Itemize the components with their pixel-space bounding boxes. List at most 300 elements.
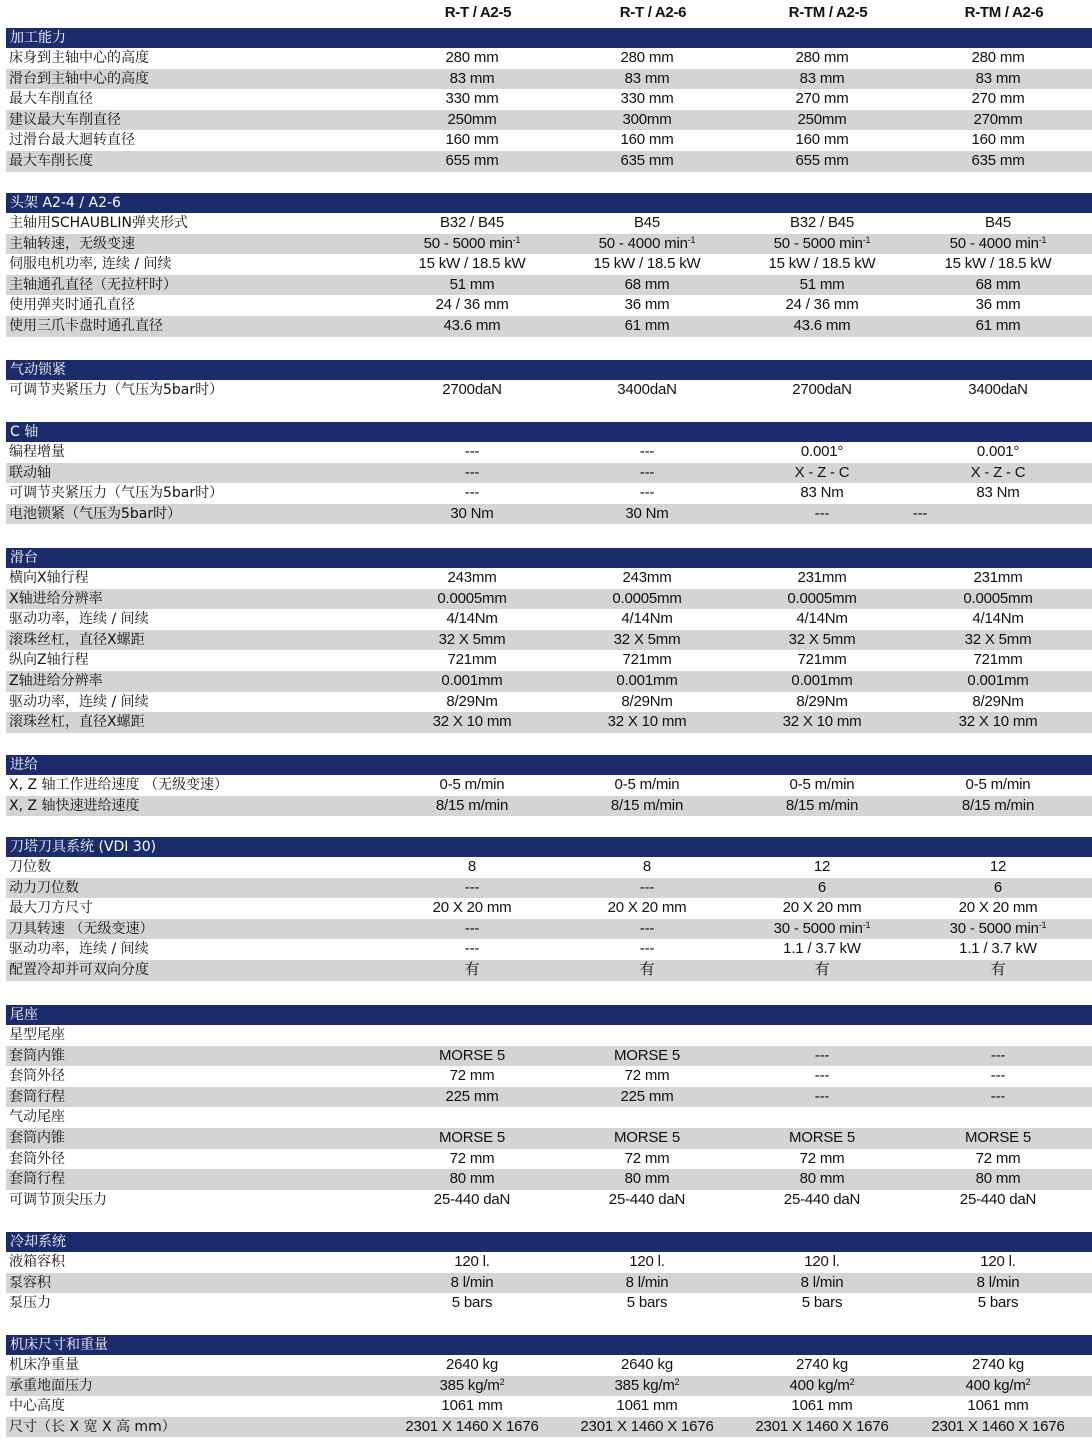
spec-value: [910, 692, 1086, 713]
spec-value: [559, 960, 735, 981]
spec-value-text: 4/14Nm: [446, 610, 498, 628]
spec-label: 主轴通孔直径（无拉杆时）: [9, 276, 177, 293]
spec-value: [734, 857, 910, 878]
spec-label: 刀位数: [9, 859, 51, 875]
column-header: R-TM / A2-5: [788, 4, 868, 21]
spec-value-text: 25-440 daN: [959, 1190, 1037, 1208]
spec-row: [6, 234, 1092, 255]
spec-value-text: 0.001°: [800, 443, 844, 460]
spec-value: [734, 130, 910, 151]
spec-row: [6, 110, 1092, 131]
section-header: 气动锁紧: [6, 360, 1092, 380]
spec-row: [6, 213, 1092, 234]
spec-value: [384, 130, 560, 151]
spec-value-text: 1.1 / 3.7 kW: [783, 940, 861, 958]
spec-value: [734, 234, 910, 255]
spec-label: 泵压力: [9, 1295, 51, 1312]
spec-value: [910, 130, 1086, 151]
spec-value-text: 有: [639, 961, 655, 978]
spec-row: [6, 630, 1092, 651]
spec-value: [734, 960, 910, 981]
spec-value-text: 0-5 m/min: [614, 776, 680, 793]
spec-value-text: 2700daN: [792, 381, 852, 398]
spec-value: [384, 463, 560, 484]
spec-value: [559, 671, 735, 692]
spec-value-text: 721mm: [973, 651, 1023, 669]
spec-value: [384, 110, 560, 131]
spec-value-text: 2301 X 1460 X 1676: [931, 1417, 1065, 1435]
spec-label: 尺寸（长 X 宽 X 高 mm）: [9, 1418, 176, 1435]
section-header: 进给: [6, 755, 1092, 775]
spec-value: [910, 939, 1086, 960]
spec-value-text: 80 mm: [975, 1170, 1021, 1188]
spec-label: 使用三爪卡盘时通孔直径: [9, 318, 163, 334]
spec-value: [384, 796, 560, 817]
spec-value: [559, 316, 735, 337]
unit-exponent: -1: [512, 234, 521, 245]
spec-value: [910, 1293, 1086, 1314]
spec-value: [734, 1066, 910, 1087]
spec-value-extra: ---: [912, 504, 928, 522]
spec-value: [559, 878, 735, 899]
spec-value: [734, 48, 910, 69]
spec-value: [734, 504, 910, 525]
spec-row: [6, 1376, 1092, 1397]
spec-value: [910, 1169, 1086, 1190]
spec-value-text: 6: [817, 878, 827, 896]
spec-value-text: 20 X 20 mm: [432, 899, 512, 917]
spec-value: [734, 1376, 910, 1397]
spec-value: [559, 504, 735, 525]
spec-value-text: 24 / 36 mm: [435, 296, 509, 314]
spec-value: [910, 1273, 1086, 1294]
spec-value-text: ---: [990, 1046, 1006, 1064]
spec-value-text: 300mm: [622, 110, 672, 128]
spec-label: 机床净重量: [9, 1357, 79, 1373]
spec-value: [384, 630, 560, 651]
section-header: 刀塔刀具系统 (VDI 30): [6, 837, 1092, 857]
spec-row: [6, 130, 1092, 151]
spec-value-text: 32 X 5mm: [613, 630, 681, 648]
spec-value: [559, 712, 735, 733]
spec-value: [559, 1190, 735, 1211]
spec-label: 编程增量: [9, 444, 65, 460]
spec-row: [6, 48, 1092, 69]
spec-value: [910, 919, 1086, 940]
spec-row: [6, 151, 1092, 172]
spec-value: [384, 504, 560, 525]
column-header: R-T / A2-6: [619, 4, 687, 21]
spec-value-text: 4/14Nm: [621, 610, 673, 628]
spec-value-text: 8/15 m/min: [961, 796, 1035, 814]
spec-value: [384, 1066, 560, 1087]
spec-label: 电池锁紧（气压为5bar时）: [9, 505, 182, 522]
spec-label: 可调节夹紧压力（气压为5bar时）: [9, 382, 224, 398]
spec-value-text: 231mm: [973, 569, 1023, 586]
column-header-row: [0, 4, 1092, 26]
spec-row: [6, 69, 1092, 90]
spec-value-text: 68 mm: [975, 275, 1021, 293]
spec-value: [910, 857, 1086, 878]
spec-value: [734, 316, 910, 337]
spec-value: [734, 671, 910, 692]
spec-value-text: 83 mm: [449, 69, 495, 87]
spec-value: [384, 380, 560, 401]
spec-value: [734, 919, 910, 940]
spec-value: [384, 1396, 560, 1417]
spec-value-text: 25-440 daN: [608, 1190, 686, 1208]
spec-value-text: 50 - 5000 min: [773, 234, 863, 252]
spec-label: 动力刀位数: [9, 879, 79, 896]
spec-value: [559, 692, 735, 713]
spec-label: 套筒行程: [9, 1088, 65, 1105]
spec-value: [559, 1128, 735, 1149]
spec-value: [734, 483, 910, 504]
spec-value: [384, 69, 560, 90]
spec-label: 建议最大车削直径: [9, 111, 121, 128]
spec-row: [6, 89, 1092, 110]
spec-value: [559, 589, 735, 610]
spec-row: [6, 775, 1092, 796]
spec-value: [559, 275, 735, 296]
spec-value-text: 20 X 20 mm: [958, 899, 1038, 917]
spec-value: [910, 483, 1086, 504]
spec-value-text: ---: [639, 484, 655, 502]
spec-row: [6, 483, 1092, 504]
spec-value-text: 8 l/min: [450, 1273, 494, 1291]
spec-value: [910, 775, 1086, 796]
spec-value: [910, 151, 1086, 172]
spec-value: [734, 1190, 910, 1211]
spec-value-text: 8 l/min: [976, 1273, 1020, 1291]
spec-value: [559, 48, 735, 69]
spec-value: [734, 898, 910, 919]
spec-value: [734, 442, 910, 463]
spec-value-text: 有: [814, 961, 830, 978]
section-header: 头架 A2-4 / A2-6: [6, 193, 1092, 213]
spec-value: [734, 568, 910, 589]
spec-value-text: 0.001mm: [441, 672, 503, 689]
spec-value: [734, 775, 910, 796]
spec-value: [734, 712, 910, 733]
spec-value-text: 20 X 20 mm: [782, 899, 862, 917]
spec-value: [384, 48, 560, 69]
spec-value-text: X - Z - C: [970, 463, 1026, 481]
spec-value-text: 1061 mm: [791, 1397, 853, 1415]
section-header: 尾座: [6, 1005, 1092, 1025]
spec-value-text: 2301 X 1460 X 1676: [405, 1417, 539, 1435]
spec-value: [559, 919, 735, 940]
spec-label: 最大刀方尺寸: [9, 900, 93, 917]
spec-value: [910, 1252, 1086, 1273]
spec-value: [910, 1149, 1086, 1170]
spec-value: [910, 671, 1086, 692]
section-header: 加工能力: [6, 28, 1092, 48]
spec-row: [6, 1087, 1092, 1108]
spec-value: [910, 589, 1086, 610]
spec-value-text: 160 mm: [445, 131, 499, 149]
spec-value: [384, 692, 560, 713]
spec-value-text: 32 X 10 mm: [782, 713, 862, 731]
spec-value-text: 68 mm: [624, 275, 670, 293]
spec-label: 星型尾座: [9, 1027, 65, 1043]
spec-value-text: 0.001mm: [791, 672, 853, 689]
spec-value: [910, 1396, 1086, 1417]
spec-value-text: 1061 mm: [441, 1397, 503, 1415]
spec-row: [6, 919, 1092, 940]
spec-label: 主轴用SCHAUBLIN弹夹形式: [9, 215, 189, 231]
spec-value: [910, 878, 1086, 899]
spec-value: [384, 483, 560, 504]
spec-value-text: 43.6 mm: [793, 317, 851, 334]
spec-label: 联动轴: [9, 464, 51, 481]
spec-value-text: B45: [633, 214, 661, 231]
spec-value: [384, 1252, 560, 1273]
spec-label: 滚珠丝杠，直径X螺距: [9, 714, 145, 731]
spec-value-text: ---: [639, 940, 655, 958]
unit-exponent: -1: [687, 234, 696, 245]
spec-label: 过滑台最大迴转直径: [9, 132, 135, 149]
spec-value: [559, 898, 735, 919]
spec-value: [384, 1149, 560, 1170]
spec-value: [384, 939, 560, 960]
spec-value: [910, 254, 1086, 275]
spec-value-text: 8/29Nm: [972, 692, 1024, 710]
spec-value-text: ---: [464, 463, 480, 481]
spec-value: [910, 1417, 1086, 1438]
spec-value: [910, 275, 1086, 296]
spec-value-text: 2301 X 1460 X 1676: [755, 1417, 889, 1435]
spec-value: [734, 1149, 910, 1170]
spec-value: [384, 1376, 560, 1397]
spec-value-text: 2740 kg: [972, 1356, 1024, 1373]
spec-row: [6, 857, 1092, 878]
spec-value-text: 225 mm: [620, 1087, 674, 1105]
spec-label: 可调节顶尖压力: [9, 1191, 107, 1208]
spec-value: [559, 130, 735, 151]
spec-value: [910, 48, 1086, 69]
spec-value-text: ---: [814, 1046, 830, 1064]
spec-value: [910, 89, 1086, 110]
section-header: 滑台: [6, 548, 1092, 568]
spec-value: [734, 1396, 910, 1417]
spec-value-text: 330 mm: [620, 90, 674, 108]
spec-value: [559, 463, 735, 484]
unit-exponent: -1: [1038, 234, 1047, 245]
spec-value: [559, 1396, 735, 1417]
spec-value: [734, 609, 910, 630]
spec-value-text: 15 kW / 18.5 kW: [944, 255, 1052, 273]
spec-row: [6, 1169, 1092, 1190]
spec-value-text: 83 mm: [624, 69, 670, 87]
spec-value: [910, 1046, 1086, 1067]
spec-value-text: 2640 kg: [621, 1356, 673, 1373]
spec-label: 主轴转速，无级变速: [9, 235, 135, 252]
spec-value-text: 160 mm: [971, 131, 1025, 149]
spec-row: [6, 712, 1092, 733]
spec-value-text: 1.1 / 3.7 kW: [959, 940, 1037, 958]
spec-value: [559, 295, 735, 316]
spec-value-text: 80 mm: [624, 1170, 670, 1188]
spec-value: [384, 1273, 560, 1294]
spec-row: [6, 1417, 1092, 1438]
spec-value: [734, 1293, 910, 1314]
unit-exponent: 2: [849, 1376, 855, 1387]
spec-value: [910, 110, 1086, 131]
spec-label: 最大车削直径: [9, 91, 93, 108]
spec-value: [384, 671, 560, 692]
spec-value-text: 12: [813, 858, 831, 875]
spec-value-text: ---: [990, 1087, 1006, 1105]
spec-value-text: 4/14Nm: [972, 610, 1024, 628]
spec-value: [910, 1190, 1086, 1211]
spec-row: [6, 609, 1092, 630]
spec-value-text: 50 - 4000 min: [598, 234, 688, 252]
spec-row: [6, 898, 1092, 919]
spec-value: [384, 857, 560, 878]
spec-value: [384, 234, 560, 255]
spec-value-text: MORSE 5: [438, 1129, 506, 1146]
spec-value-text: 8: [642, 858, 652, 875]
spec-row: [6, 1066, 1092, 1087]
spec-value-text: 8 l/min: [625, 1273, 669, 1291]
spec-value: [734, 589, 910, 610]
spec-label: 液箱容积: [9, 1254, 65, 1270]
spec-row: [6, 1396, 1092, 1417]
spec-value: [734, 69, 910, 90]
spec-value-text: X - Z - C: [794, 463, 850, 481]
spec-row: [6, 504, 1092, 525]
spec-value: [384, 1417, 560, 1438]
spec-value-text: 5 bars: [451, 1294, 493, 1312]
spec-value: [734, 692, 910, 713]
spec-value: [734, 110, 910, 131]
spec-value: [910, 898, 1086, 919]
spec-value-text: 1061 mm: [967, 1397, 1029, 1415]
spec-value-text: 385 kg/m: [439, 1376, 500, 1394]
spec-value-text: 83 Nm: [800, 484, 844, 502]
spec-label: 刀具转速 （无级变速）: [9, 920, 154, 937]
spec-value-text: 8: [467, 858, 477, 875]
spec-value: [384, 898, 560, 919]
spec-value: [384, 1087, 560, 1108]
spec-value: [910, 1355, 1086, 1376]
spec-label: 套筒行程: [9, 1171, 65, 1188]
unit-exponent: 2: [1025, 1376, 1031, 1387]
spec-value: [384, 1355, 560, 1376]
spec-label: 配置冷却并可双向分度: [9, 962, 149, 978]
spec-value: [559, 1169, 735, 1190]
spec-label: 泵容积: [9, 1274, 51, 1291]
spec-value-text: 83 Nm: [976, 484, 1020, 502]
spec-value: [559, 1066, 735, 1087]
section-header: C 轴: [6, 422, 1092, 442]
spec-value-text: 12: [989, 858, 1007, 875]
spec-value-text: 0-5 m/min: [789, 776, 855, 793]
spec-value-text: 2740 kg: [796, 1356, 848, 1373]
spec-value: [910, 609, 1086, 630]
spec-row: [6, 796, 1092, 817]
spec-value-text: 有: [464, 961, 480, 978]
spec-value: [559, 1252, 735, 1273]
spec-value-text: 15 kW / 18.5 kW: [768, 255, 876, 273]
spec-value-text: 32 X 5mm: [788, 630, 856, 648]
spec-value: [910, 1376, 1086, 1397]
spec-label: 套筒外径: [9, 1150, 65, 1167]
spec-value: [384, 712, 560, 733]
spec-value-text: 0.0005mm: [787, 589, 857, 607]
spec-value-text: 635 mm: [620, 152, 674, 169]
spec-row: [6, 1252, 1092, 1273]
spec-label: 纵向Z轴行程: [9, 652, 89, 669]
spec-value: [559, 234, 735, 255]
spec-value: [910, 650, 1086, 671]
spec-value-text: ---: [464, 878, 480, 896]
spec-value-text: 250mm: [447, 110, 497, 128]
spec-value: [734, 295, 910, 316]
spec-row: [6, 380, 1092, 401]
spec-value-text: ---: [639, 878, 655, 896]
spec-value-text: 635 mm: [971, 152, 1025, 169]
spec-value-text: 72 mm: [624, 1067, 670, 1085]
spec-value: [384, 275, 560, 296]
spec-value-text: 51 mm: [449, 275, 495, 293]
spec-label: X, Z 轴快速进给速度: [9, 797, 140, 814]
spec-row: [6, 1293, 1092, 1314]
unit-exponent: -1: [862, 234, 871, 245]
column-header: R-T / A2-5: [444, 4, 512, 21]
spec-value: [384, 960, 560, 981]
spec-row: [6, 442, 1092, 463]
spec-value-text: 30 Nm: [450, 504, 494, 522]
spec-row: [6, 692, 1092, 713]
spec-label: 气动尾座: [9, 1109, 65, 1126]
spec-value-text: ---: [814, 1087, 830, 1105]
spec-value: [384, 1293, 560, 1314]
unit-exponent: -1: [1038, 919, 1047, 930]
spec-label: 驱动功率，连续 / 间续: [9, 941, 149, 958]
spec-value: [384, 1190, 560, 1211]
spec-value: [559, 110, 735, 131]
spec-value: [384, 568, 560, 589]
spec-value-text: 0.0005mm: [963, 589, 1033, 607]
spec-value-text: 72 mm: [975, 1149, 1021, 1167]
spec-value-text: MORSE 5: [438, 1046, 506, 1064]
spec-value: [559, 1355, 735, 1376]
spec-value-text: 2700daN: [442, 381, 502, 398]
spec-value-text: 120 l.: [629, 1253, 665, 1270]
spec-value: [734, 1417, 910, 1438]
spec-value: [384, 650, 560, 671]
spec-value-text: 5 bars: [801, 1294, 843, 1312]
spec-value-text: 400 kg/m: [965, 1376, 1026, 1394]
spec-value: [734, 878, 910, 899]
spec-value-text: 400 kg/m: [789, 1376, 850, 1394]
spec-value: [384, 295, 560, 316]
spec-value-text: 0.001°: [976, 443, 1020, 460]
spec-value: [910, 213, 1086, 234]
spec-value: [910, 796, 1086, 817]
spec-value-text: 8/15 m/min: [785, 796, 859, 814]
spec-value: [559, 1046, 735, 1067]
spec-value: [559, 1149, 735, 1170]
spec-value: [559, 69, 735, 90]
spec-value: [384, 878, 560, 899]
spec-value-text: 5 bars: [977, 1294, 1019, 1312]
spec-value-text: 32 X 5mm: [438, 630, 506, 648]
spec-value: [559, 151, 735, 172]
spec-value-text: 有: [990, 961, 1006, 978]
